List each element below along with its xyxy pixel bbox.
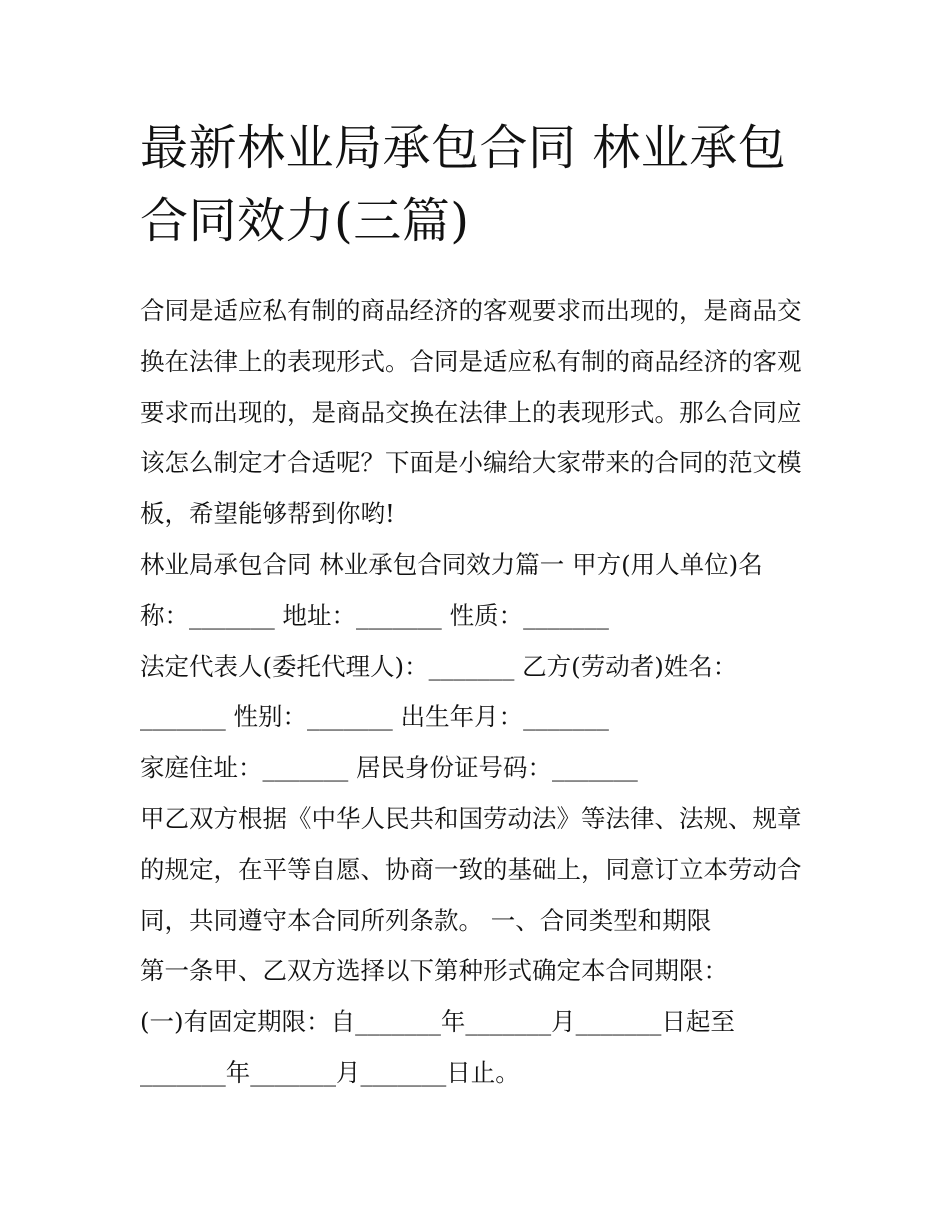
clause-line: 的规定，在平等自愿、协商一致的基础上，同意订立本劳动合 — [140, 854, 802, 884]
intro-line: 合同是适应私有制的商品经济的客观要求而出现的，是商品交 — [140, 296, 802, 325]
article-line: 第一条甲、乙双方选择以下第种形式确定本合同期限： — [140, 956, 728, 986]
contract-heading-line: 林业局承包合同 林业承包合同效力篇一 甲方(用人单位)名 — [140, 549, 763, 579]
party-a-fields-line: 称：_______ 地址：_______ 性质：_______ — [140, 600, 609, 630]
intro-line: 换在法律上的表现形式。合同是适应私有制的商品经济的客观 — [140, 346, 802, 376]
document-body — [140, 286, 820, 1099]
document-title — [140, 112, 820, 258]
term-line: (一)有固定期限：自_______年_______月_______日起至 — [140, 1007, 735, 1037]
title-line: 最新林业局承包合同 林业承包 — [140, 120, 787, 176]
document-page — [140, 112, 820, 1099]
intro-line: 要求而出现的，是商品交换在法律上的表现形式。那么合同应 — [140, 397, 802, 427]
intro-line: 该怎么制定才合适呢？下面是小编给大家带来的合同的范文模 — [140, 448, 802, 478]
address-id-line: 家庭住址：_______ 居民身份证号码：_______ — [140, 753, 638, 783]
representative-line: 法定代表人(委托代理人)：_______ 乙方(劳动者)姓名： — [140, 651, 738, 681]
intro-line: 板，希望能够帮到你哟! — [140, 499, 395, 529]
party-b-fields-line: _______ 性别：_______ 出生年月：_______ — [140, 702, 609, 732]
title-line: 合同效力(三篇) — [140, 193, 470, 249]
clause-line: 同，共同遵守本合同所列条款。 一、合同类型和期限 — [140, 905, 712, 935]
clause-line: 甲乙双方根据《中华人民共和国劳动法》等法律、法规、规章 — [140, 803, 802, 833]
term-line: _______年_______月_______日止。 — [140, 1057, 520, 1087]
